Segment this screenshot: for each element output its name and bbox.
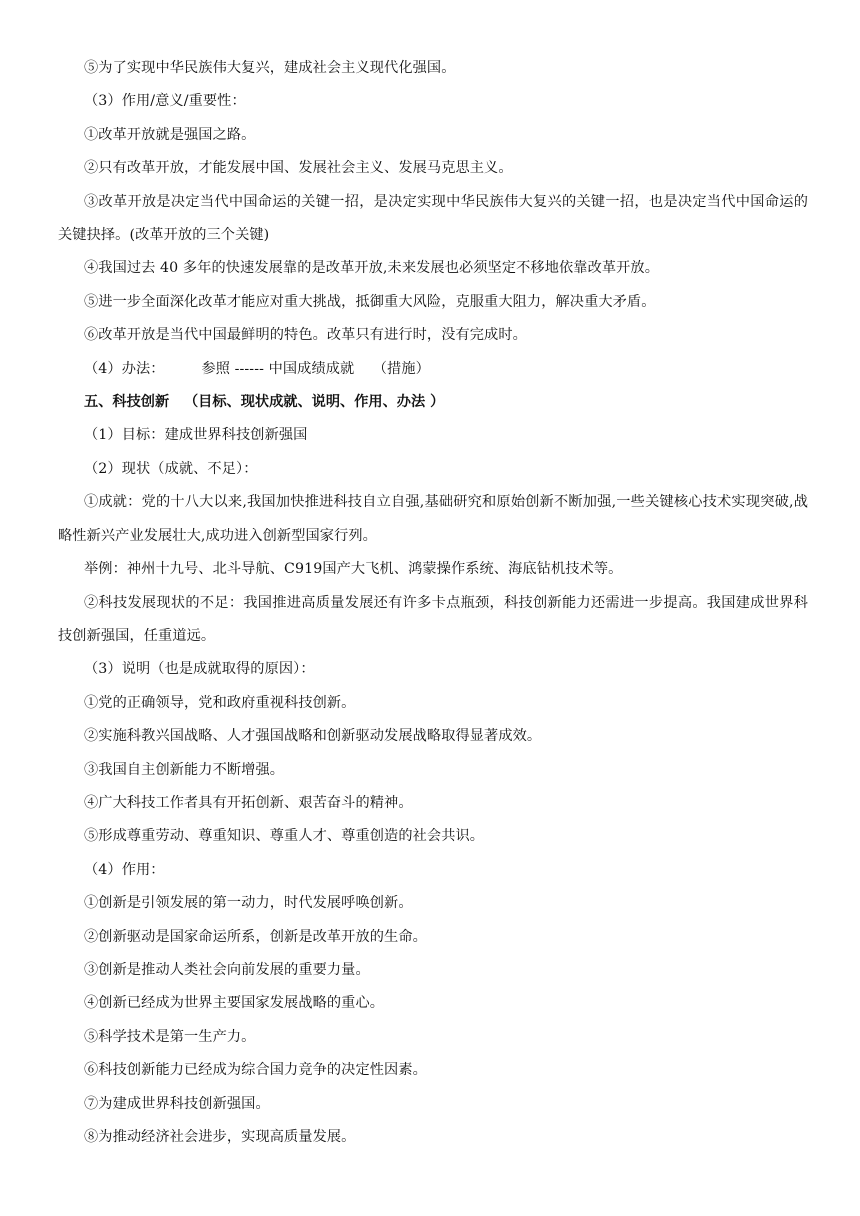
section-5-heading: 五、科技创新 （目标、现状成就、说明、作用、办法 ） [84,394,445,411]
reason-item-2: ②实施科教兴国战略、人才强国战略和创新驱动发展战略取得显著成效。 [84,728,542,745]
shortcomings-paragraph: ②科技发展现状的不足：我国推进高质量发展还有许多卡点瓶颈，科技创新能力还需进一步提高。我国建成世界科技创新强国，任重道远。 [58,594,808,644]
reason-item-3: ③我国自主创新能力不断增强。 [84,761,285,778]
role-item-6: ⑥科技创新能力已经成为综合国力竞争的决定性因素。 [84,1062,427,1079]
explanation-heading: （3）说明（也是成就取得的原因）： [84,661,315,678]
achievements-paragraph: ①成就：党的十八大以来,我国加快推进科技自立自强,基础研究和原始创新不断加强,一些关键核心技术实现突破,战略性新兴产业发展壮大,成功进入创新型国家行列。 [58,494,808,544]
subsection-3-heading: （3）作用/意义/重要性： [84,93,246,110]
goal-line: （1）目标：建成世界科技创新强国 [84,427,308,444]
role-item-3: ③创新是推动人类社会向前发展的重要力量。 [84,961,370,978]
document-body [58,52,808,1154]
role-item-2: ②创新驱动是国家命运所系，创新是改革开放的生命。 [84,928,427,945]
significance-item-6: ⑥改革开放是当代中国最鲜明的特色。改革只有进行时，没有完成时。 [84,327,527,344]
significance-item-5: ⑤进一步全面深化改革才能应对重大挑战，抵御重大风险，克服重大阻力，解决重大矛盾。 [84,293,656,310]
significance-item-3: ③改革开放是决定当代中国命运的关键一招，是决定实现中华民族伟大复兴的关键一招，也是决定当代中国命运的关键抉择。(改革开放的三个关键) [58,193,808,244]
significance-item-4: ④我国过去 40 多年的快速发展靠的是改革开放,未来发展也必须坚定不移地依靠改革开放。 [84,260,660,277]
role-item-7: ⑦为建成世界科技创新强国。 [84,1095,270,1112]
role-heading: （4）作用： [84,861,165,878]
role-item-4: ④创新已经成为世界主要国家发展战略的重心。 [84,995,385,1012]
subsection-4-method: （4）办法： 参照 ------ 中国成绩成就 （措施） [84,360,430,377]
status-heading: （2）现状（成就、不足）： [84,460,258,477]
reason-item-1: ①党的正确领导，党和政府重视科技创新。 [84,694,356,711]
examples-line: 举例：神州十九号、北斗导航、C919国产大飞机、鸿蒙操作系统、海底钻机技术等。 [84,561,623,578]
point-5-goal: ⑤为了实现中华民族伟大复兴，建成社会主义现代化强国。 [84,60,456,76]
role-item-8: ⑧为推动经济社会进步，实现高质量发展。 [84,1129,356,1145]
significance-item-1: ①改革开放就是强国之路。 [84,126,256,143]
reason-item-5: ⑤形成尊重劳动、尊重知识、尊重人才、尊重创造的社会共识。 [84,828,485,845]
reason-item-4: ④广大科技工作者具有开拓创新、艰苦奋斗的精神。 [84,794,413,811]
role-item-5: ⑤科学技术是第一生产力。 [84,1028,256,1045]
role-item-1: ①创新是引领发展的第一动力，时代发展呼唤创新。 [84,895,413,912]
significance-item-2: ②只有改革开放，才能发展中国、发展社会主义、发展马克思主义。 [84,160,513,177]
